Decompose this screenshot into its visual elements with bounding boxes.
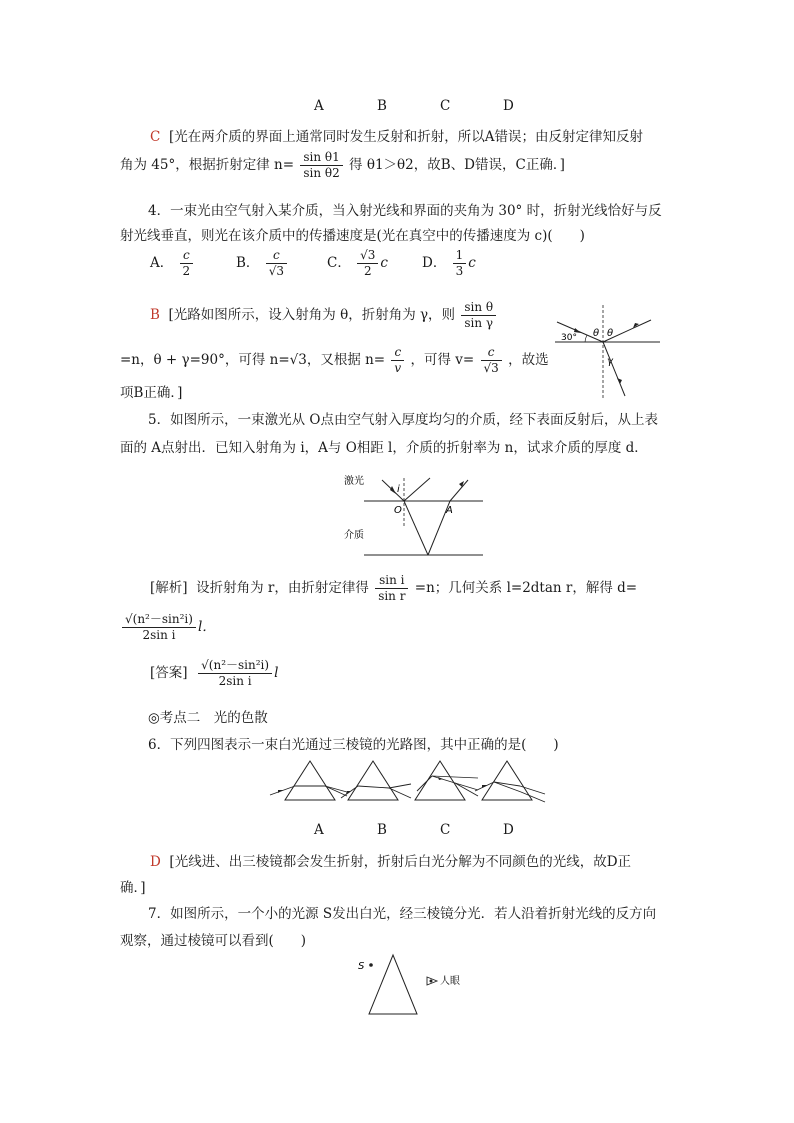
q6-prism-b	[341, 761, 411, 800]
q5-fig-i-label: i	[397, 484, 400, 495]
q5-fig-o-label: O	[394, 505, 402, 516]
q5-solution-frac-num: sin i	[375, 573, 408, 589]
q5-solution-line1	[150, 573, 637, 604]
q5-solution-label: [解析]	[150, 580, 188, 596]
q4-option-d-tail: c	[468, 255, 476, 271]
q3-snell-fraction	[300, 150, 342, 181]
q3-expl-text2b: 得 θ1＞θ2，故B、D错误，C正确．]	[349, 157, 565, 173]
q4-option-a-num: c	[180, 248, 194, 264]
q4-option-c-frac	[357, 248, 378, 279]
q4-explanation-line1	[150, 300, 498, 331]
q4-stem-line1: 4．一束光由空气射入某介质，当入射光线和界面的夹角为 30° 时，折射光线恰好与反	[148, 203, 662, 219]
q6-explanation-line2: 确．]	[120, 880, 146, 896]
q4-option-d	[422, 248, 476, 279]
q5-answer-label: [答案]	[150, 665, 188, 681]
q4-option-b-label: B．	[236, 255, 260, 271]
q4-expl-d: ，故选	[508, 352, 549, 368]
q4-option-a-den: 2	[182, 264, 191, 278]
q4-expl-frac3	[481, 345, 502, 376]
q5-answer-num: √(n²－sin²i)	[198, 658, 272, 674]
q4-expl-frac3-den: √3	[483, 361, 499, 375]
q7-fig-eye-label: 人眼	[440, 976, 460, 987]
q4-stem-line2: 射光线垂直，则光在该介质中的传播速度是(光在真空中的传播速度为 c)( )	[120, 228, 585, 244]
q4-expl-frac2	[391, 345, 404, 376]
q5-solution-frac-den: sin r	[378, 589, 406, 603]
q6-prism-figures	[265, 758, 555, 808]
q4-option-c-label: C．	[327, 255, 351, 271]
q5-stem-line1: 5．如图所示，一束激光从 O点由空气射入厚度均匀的介质，经下表面反射后，从上表	[148, 412, 658, 428]
q5-solution-frac	[375, 573, 408, 604]
q6-choice-c: C	[440, 822, 451, 838]
q4-option-d-num: 1	[453, 248, 467, 264]
q4-answer: B	[150, 307, 160, 323]
q6-prism-c	[415, 761, 478, 800]
q3-answer: C	[150, 129, 161, 145]
q3-choice-c: C	[440, 98, 451, 114]
q4-fig-theta2: θ	[607, 328, 614, 339]
q5-fig-laser-label: 激光	[344, 476, 364, 487]
q4-option-a	[150, 248, 195, 279]
q4-expl-frac2-num: c	[391, 345, 404, 361]
q5-answer-line	[150, 658, 278, 689]
q4-expl-a: [光路如图所示，设入射角为 θ，折射角为 γ，则	[168, 307, 456, 323]
q4-fig-30-label: 30°	[561, 333, 577, 343]
q7-stem-line1: 7．如图所示，一个小的光源 S发出白光，经三棱镜分光．若人沿着折射光线的反方向	[148, 906, 657, 922]
q4-option-d-label: D．	[422, 255, 447, 271]
q3-choice-a: A	[314, 98, 324, 114]
q4-fig-theta1: θ	[593, 328, 600, 339]
q3-frac-den: sin θ2	[303, 166, 340, 180]
q4-expl-frac-num: sin θ	[461, 300, 496, 316]
q4-option-a-frac	[180, 248, 194, 279]
q4-option-c-num: √3	[357, 248, 378, 264]
q6-choice-b: B	[377, 822, 387, 838]
q5-result-tail: l．	[197, 619, 216, 635]
q6-expl-text1: [光线进、出三棱镜都会发生折射，折射后白光分解为不同颜色的光线，故D正	[169, 854, 632, 870]
q4-option-c-den: 2	[363, 264, 372, 278]
q7-stem-line2: 观察，通过棱镜可以看到( )	[120, 933, 307, 949]
q5-solution-line2	[120, 612, 216, 643]
q4-option-b	[236, 248, 289, 279]
q5-answer-frac	[198, 658, 272, 689]
q4-option-d-den: 3	[455, 264, 464, 278]
q4-option-c	[327, 248, 388, 279]
q5-answer-tail: l	[274, 665, 279, 681]
q3-expl-text2a: 角为 45°，根据折射定律 n=	[120, 157, 295, 173]
q5-solution-b: =n；几何关系 l=2dtan r，解得 d=	[414, 580, 638, 596]
q3-explanation-line1	[150, 125, 643, 145]
q3-explanation-line2	[120, 150, 565, 181]
q4-option-b-num: c	[266, 248, 287, 264]
q4-option-d-frac	[453, 248, 467, 279]
section-title: ◎考点二 光的色散	[148, 710, 268, 726]
q5-result-frac	[122, 612, 196, 643]
q7-prism-source-diagram	[355, 950, 485, 1020]
q6-choice-a: A	[314, 822, 324, 838]
q3-expl-text1: [光在两介质的界面上通常同时发生反射和折射，所以A错误；由反射定律知反射	[168, 129, 643, 145]
q3-choice-d: D	[503, 98, 514, 114]
q5-stem-line2: 面的 A点射出．已知入射角为 i，A与 O相距 l，介质的折射率为 n，试求介质的厚度 d．	[120, 440, 648, 456]
q4-expl-frac2-den: v	[394, 361, 402, 375]
q4-option-a-label: A．	[150, 255, 174, 271]
q4-expl-c: ，可得 v=	[410, 352, 475, 368]
q4-fig-gamma: γ	[607, 356, 613, 367]
q6-answer: D	[150, 854, 161, 870]
q4-expl-frac3-num: c	[481, 345, 502, 361]
q6-prism-d	[475, 761, 545, 802]
q4-option-b-den: √3	[268, 264, 284, 278]
q5-answer-den: 2sin i	[218, 674, 252, 688]
q4-explanation-line3: 项B正确．]	[120, 385, 183, 401]
q3-frac-num: sin θ1	[300, 150, 342, 166]
q6-prism-a	[270, 761, 347, 800]
q7-fig-source-label: S	[358, 961, 365, 972]
q6-stem: 6．下列四图表示一束白光通过三棱镜的光路图，其中正确的是( )	[148, 737, 559, 753]
q4-expl-b: =n，θ + γ=90°，可得 n=√3，又根据 n=	[120, 352, 386, 368]
q4-refraction-diagram	[545, 300, 665, 405]
q4-option-c-tail: c	[380, 255, 388, 271]
q5-solution-a: 设折射角为 r，由折射定律得	[196, 580, 369, 596]
q5-result-num: √(n²－sin²i)	[122, 612, 196, 628]
q4-expl-frac-den: sin γ	[464, 316, 494, 330]
q5-fig-medium-label: 介质	[344, 530, 364, 541]
q4-expl-frac	[461, 300, 496, 331]
q4-explanation-line2	[120, 345, 549, 376]
q6-choice-d: D	[503, 822, 514, 838]
q3-choice-b: B	[377, 98, 387, 114]
q5-laser-slab-diagram	[340, 470, 490, 560]
q5-fig-a-label: A	[446, 505, 453, 516]
q4-option-b-frac	[266, 248, 287, 279]
q6-explanation-line1	[150, 850, 631, 870]
q5-result-den: 2sin i	[142, 628, 176, 642]
